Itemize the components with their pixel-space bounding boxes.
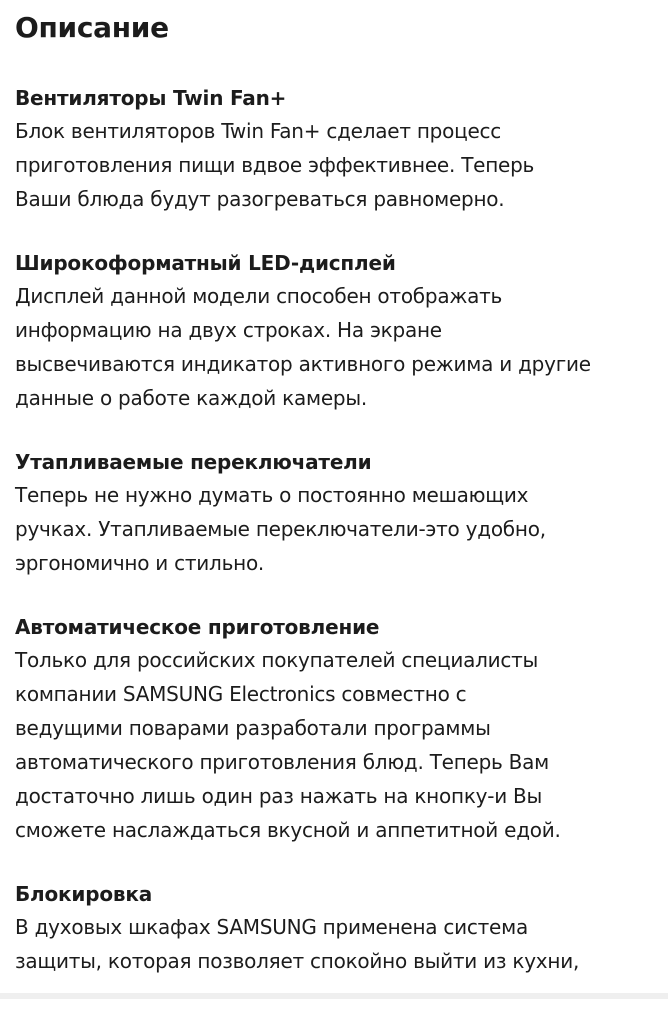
section-title: Утапливаемые переключатели bbox=[15, 450, 372, 474]
page-title: Описание bbox=[15, 11, 169, 44]
section-body: Блок вентиляторов Twin Fan+ сделает процесс приготовления пищи вдвое эффективнее. Теперь Ваши блюда будут разогреваться равномерно. bbox=[15, 119, 535, 211]
description-content bbox=[15, 10, 665, 1009]
section-title: Автоматическое приготовление bbox=[15, 615, 380, 639]
section-auto-cooking bbox=[15, 611, 665, 847]
section-title: Вентиляторы Twin Fan+ bbox=[15, 86, 287, 110]
section-title: Широкоформатный LED-дисплей bbox=[15, 251, 396, 275]
section-body: Теперь не нужно думать о постоянно мешающих ручках. Утапливаемые переключатели-это удобно, эргономично и стильно. bbox=[15, 483, 546, 575]
section-body: Дисплей данной модели способен отображать информацию на двух строках. На экране высвечиваются индикатор активного режима и другие данные о работе каждой камеры. bbox=[15, 284, 591, 410]
section-title: Блокировка bbox=[15, 882, 153, 906]
section-body: Только для российских покупателей специалисты компании SAMSUNG Electronics совместно с ведущими поварами разработали программы автоматического приготовления блюд. Теперь Вам достаточно лишь один раз нажать на кнопку-и Вы сможете наслаждаться вкусной и аппетитной едой. bbox=[15, 648, 561, 842]
bottom-edge-divider bbox=[0, 993, 668, 999]
section-led-display bbox=[15, 247, 665, 415]
section-twin-fan bbox=[15, 82, 665, 216]
section-recessed-knobs bbox=[15, 446, 665, 580]
section-body: В духовых шкафах SAMSUNG применена система защиты, которая позволяет спокойно выйти из кухни, bbox=[15, 915, 580, 973]
section-lock bbox=[15, 878, 665, 978]
